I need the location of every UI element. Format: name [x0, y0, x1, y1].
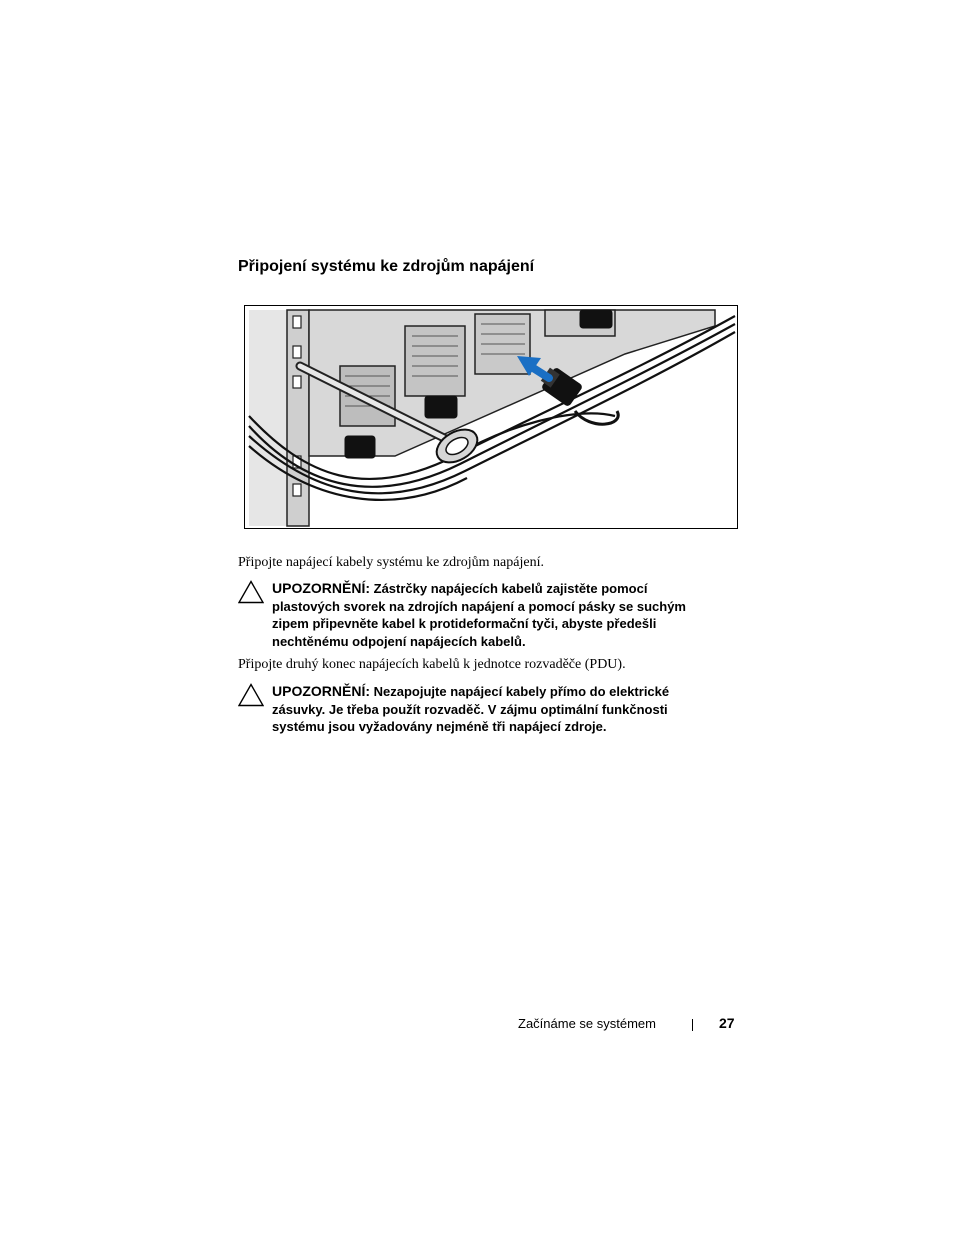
caution-text-line: zásuvky. Je třeba použít rozvaděč. V zájmu optimální funkčnosti: [272, 701, 668, 717]
caution-text-line: zipem připevněte kabel k protideformační tyči, abyste předešli: [272, 616, 657, 631]
caution-text-line: systému jsou vyžadovány nejméně tři napájecí zdroje.: [272, 719, 607, 734]
footer-chapter-title: Začínáme se systémem: [518, 1016, 656, 1031]
caution-text-line: Nezapojujte napájecí kabely přímo do elektrické: [373, 684, 670, 699]
server-chassis: [309, 310, 715, 456]
figure-power-cable-connection: [244, 305, 738, 529]
power-cable-illustration: [245, 306, 738, 529]
caution-triangle-icon: [238, 580, 264, 604]
section-heading: Připojení systému ke zdrojům napájení: [238, 258, 535, 275]
instruction-paragraph-2: Připojte druhý konec napájecích kabelů k jednotce rozvaděče (PDU).: [238, 657, 626, 672]
page-number: 27: [719, 1015, 735, 1031]
caution-label: UPOZORNĚNÍ:: [272, 580, 370, 596]
caution-text-line: nechtěnému odpojení napájecích kabelů.: [272, 633, 526, 649]
caution-label: UPOZORNĚNÍ:: [272, 683, 370, 699]
instruction-paragraph-1: Připojte napájecí kabely systému ke zdrojům napájení.: [238, 555, 544, 570]
footer-separator: [692, 1019, 693, 1031]
caution-text-line: Zástrčky napájecích kabelů zajistěte pomocí: [373, 581, 648, 596]
caution-text-line: plastových svorek na zdrojích napájení a pomocí pásky se suchým: [272, 598, 686, 614]
caution-triangle-icon: [238, 683, 264, 707]
